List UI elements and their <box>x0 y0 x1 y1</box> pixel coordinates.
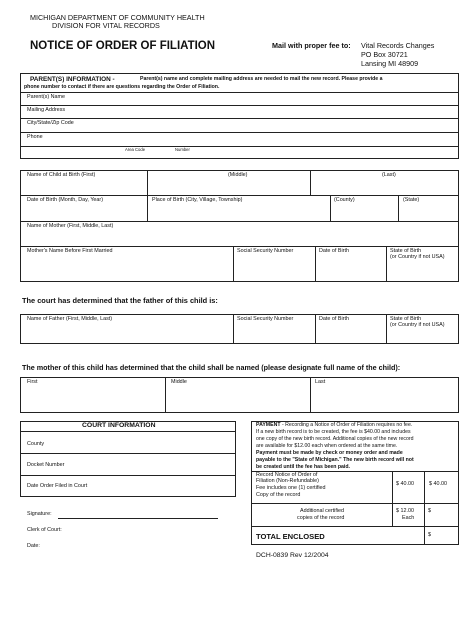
docket-number-field[interactable]: Docket Number <box>27 462 65 468</box>
child-divider-1 <box>20 195 459 196</box>
court-divider-2 <box>20 453 236 454</box>
parents-instructions-line2: phone number to contact if there are questions regarding the Order of Filiation. <box>24 84 220 90</box>
new-middle-name-field[interactable]: Middle <box>171 379 187 385</box>
payment-line-1-tail: - Recording a Notice of Order of Filiation requires no fee. <box>280 422 413 428</box>
fee-divider-mid <box>251 503 459 504</box>
child-dob-field[interactable]: Date of Birth (Month, Day, Year) <box>27 197 104 203</box>
form-id: DCH-0839 Rev 12/2004 <box>256 552 329 559</box>
city-state-zip-field[interactable]: City/State/Zip Code <box>27 120 74 126</box>
agency-name: MICHIGAN DEPARTMENT OF COMMUNITY HEALTH <box>30 13 205 22</box>
fee-total-1[interactable]: $ 40.00 <box>429 481 447 487</box>
child-place-of-birth-field[interactable]: Place of Birth (City, Village, Township) <box>152 197 243 203</box>
child-row2-sep-1 <box>147 195 148 221</box>
number-sublabel: Number <box>175 147 190 152</box>
additional-copies-line-1: Additional certified <box>300 508 345 514</box>
page-title: NOTICE OF ORDER OF FILIATION <box>30 40 216 52</box>
phone-field[interactable]: Phone <box>27 134 43 140</box>
parents-section-heading: PARENT(S) INFORMATION - <box>30 76 115 83</box>
child-row1-sep-2 <box>310 170 311 195</box>
mother-dob-field[interactable]: Date of Birth <box>319 248 349 254</box>
named-heading: The mother of this child has determined that the child shall be named (please designate full name of the child): <box>22 363 401 372</box>
new-first-name-field[interactable]: First <box>27 379 38 385</box>
clerk-label: Clerk of Court: <box>27 527 62 533</box>
mother-state-of-birth-field[interactable]: State of Birth <box>390 248 422 254</box>
father-sep-2 <box>315 314 316 344</box>
payment-line-7: be created until the fee has been paid. <box>256 464 350 470</box>
date-label: Date: <box>27 543 40 549</box>
parents-divider-3 <box>20 118 459 119</box>
child-middle-name-field[interactable]: (Middle) <box>228 172 248 178</box>
fee-item-line-2: Filiation (Non-Refundable) <box>256 478 319 484</box>
signature-label: Signature: <box>27 511 52 517</box>
fee-item-line-3: Fee includes one (1) certified <box>256 485 326 491</box>
fee-amount-1: $ 40.00 <box>396 481 414 487</box>
parent-name-field[interactable]: Parent(s) Name <box>27 94 66 100</box>
mother-country-note: (or Country if not USA) <box>390 254 445 260</box>
payment-line-6: payable to the "State of Michigan." The new birth record will not <box>256 457 414 463</box>
child-row4-sep-1 <box>233 246 234 282</box>
father-country-note: (or Country if not USA) <box>390 322 445 328</box>
division-name: DIVISION FOR VITAL RECORDS <box>52 21 160 30</box>
court-divider-3 <box>20 475 236 476</box>
payment-line-5: Payment must be made by check or money order and made <box>256 450 403 456</box>
mail-address-line1: Vital Records Changes <box>361 41 435 50</box>
payment-line-3: one copy of the new birth record. Additional copies of the new record <box>256 436 414 442</box>
signature-line[interactable] <box>58 518 218 519</box>
fee-divider-total <box>251 526 459 527</box>
fee-col-sep-2 <box>424 471 425 545</box>
child-divider-3 <box>20 246 459 247</box>
child-state-field[interactable]: (State) <box>403 197 420 203</box>
total-enclosed-value[interactable]: $ <box>428 532 431 538</box>
county-field[interactable]: County <box>27 441 45 447</box>
named-sep-2 <box>310 377 311 413</box>
parents-divider-5 <box>20 146 459 147</box>
fee-col-sep-1 <box>392 471 393 526</box>
fee-item-line-4: Copy of the record <box>256 492 301 498</box>
child-divider-2 <box>20 221 459 222</box>
father-name-field[interactable]: Name of Father (First, Middle, Last) <box>27 316 113 322</box>
court-heading: COURT INFORMATION <box>82 422 156 429</box>
parents-divider-2 <box>20 105 459 106</box>
child-row1-sep-1 <box>147 170 148 195</box>
father-ssn-field[interactable]: Social Security Number <box>237 316 294 322</box>
additional-copies-line-2: copies of the record <box>297 515 345 521</box>
fee-item-line-1: Record Notice of Order of <box>256 472 318 478</box>
father-dob-field[interactable]: Date of Birth <box>319 316 349 322</box>
mailing-address-field[interactable]: Mailing Address <box>27 107 66 113</box>
parents-divider-4 <box>20 132 459 133</box>
payment-line-4: are available for $12.00 each when ordered at the same time. <box>256 443 398 449</box>
parents-instructions-line1: Parent(s) name and complete mailing address are needed to mail the new record. Please provide a <box>140 76 383 82</box>
mother-maiden-name-field[interactable]: Mother's Name Before First Married <box>27 248 113 254</box>
mother-ssn-field[interactable]: Social Security Number <box>237 248 294 254</box>
new-last-name-field[interactable]: Last <box>315 379 326 385</box>
child-row4-sep-2 <box>315 246 316 282</box>
area-code-sublabel: Area Code <box>125 147 146 152</box>
payment-line-2: If a new birth record is to be created, the fee is $40.00 and includes <box>256 429 411 435</box>
parents-divider-1 <box>20 92 459 93</box>
father-state-of-birth-field[interactable]: State of Birth <box>390 316 422 322</box>
additional-copies-total[interactable]: $ <box>428 508 431 514</box>
named-sep-1 <box>165 377 166 413</box>
child-county-field[interactable]: (County) <box>334 197 355 203</box>
payment-keyword: PAYMENT <box>256 422 281 428</box>
mail-address-line3: Lansing MI 48909 <box>361 59 419 68</box>
father-sep-3 <box>386 314 387 344</box>
child-last-name-field[interactable]: (Last) <box>382 172 396 178</box>
additional-copies-amount: $ 12.00 <box>396 508 414 514</box>
mail-label: Mail with proper fee to: <box>272 41 351 50</box>
court-divider-1 <box>20 431 236 432</box>
payment-para-1 <box>256 423 412 429</box>
father-heading: The court has determined that the father of this child is: <box>22 296 218 305</box>
additional-copies-each: Each <box>402 515 415 521</box>
mother-name-field[interactable]: Name of Mother (First, Middle, Last) <box>27 223 114 229</box>
child-row2-sep-2 <box>330 195 331 221</box>
father-sep-1 <box>233 314 234 344</box>
child-row2-sep-3 <box>398 195 399 221</box>
child-row4-sep-3 <box>386 246 387 282</box>
total-enclosed-label: TOTAL ENCLOSED <box>256 532 325 541</box>
child-new-name-box <box>20 377 459 413</box>
date-order-filed-field[interactable]: Date Order Filed in Court <box>27 483 88 489</box>
mail-address-line2: PO Box 30721 <box>361 50 408 59</box>
child-first-name-field[interactable]: Name of Child at Birth (First) <box>27 172 96 178</box>
